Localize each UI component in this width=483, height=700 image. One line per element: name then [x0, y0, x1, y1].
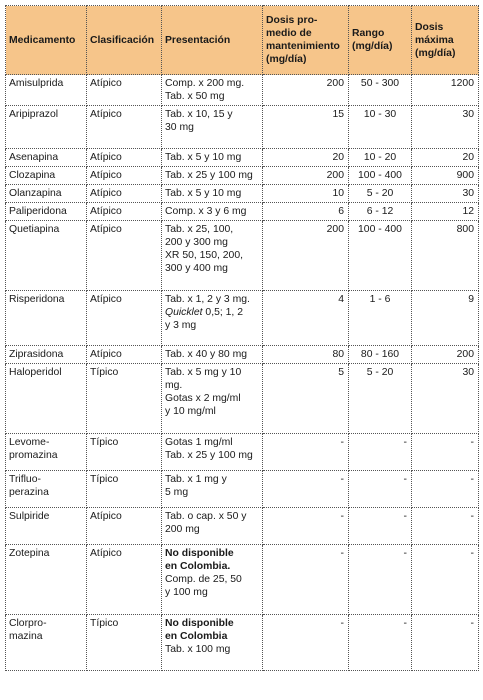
cell-dosis-promedio: - [263, 434, 349, 471]
cell-dosis-maxima: 800 [412, 221, 479, 291]
cell-medicamento: Aripiprazol [6, 106, 87, 149]
header-medicamento: Medicamento [6, 6, 87, 75]
cell-dosis-maxima: - [412, 434, 479, 471]
antipsychotics-table [5, 5, 479, 671]
cell-medicamento: Trifluo- perazina [6, 471, 87, 508]
cell-presentacion: Tab. x 40 y 80 mg [162, 346, 263, 364]
cell-dosis-maxima: 30 [412, 106, 479, 149]
cell-clasificacion: Típico [87, 364, 162, 434]
table-header-row [6, 6, 479, 75]
cell-dosis-promedio: 20 [263, 149, 349, 167]
cell-clasificacion: Atípico [87, 545, 162, 615]
cell-medicamento: Amisulprida [6, 75, 87, 106]
cell-presentacion: Tab. x 10, 15 y 30 mg [162, 106, 263, 149]
header-dosis-maxima: Dosis máxima (mg/día) [412, 6, 479, 75]
cell-dosis-promedio: - [263, 615, 349, 671]
table-row [6, 149, 479, 167]
table-row [6, 291, 479, 346]
cell-dosis-maxima: 1200 [412, 75, 479, 106]
cell-dosis-promedio: 4 [263, 291, 349, 346]
cell-dosis-maxima: 20 [412, 149, 479, 167]
cell-clasificacion: Atípico [87, 185, 162, 203]
header-clasificacion: Clasificación [87, 6, 162, 75]
cell-dosis-promedio: 15 [263, 106, 349, 149]
cell-rango: 10 - 30 [349, 106, 412, 149]
cell-clasificacion: Atípico [87, 291, 162, 346]
cell-rango: - [349, 434, 412, 471]
cell-medicamento: Clozapina [6, 167, 87, 185]
table-row [6, 471, 479, 508]
cell-clasificacion: Atípico [87, 346, 162, 364]
table-row [6, 346, 479, 364]
cell-presentacion: No disponible en Colombia Tab. x 100 mg [162, 615, 263, 671]
cell-clasificacion: Típico [87, 434, 162, 471]
table-row [6, 508, 479, 545]
cell-dosis-promedio: 80 [263, 346, 349, 364]
cell-dosis-promedio: 5 [263, 364, 349, 434]
cell-medicamento: Clorpro- mazina [6, 615, 87, 671]
cell-presentacion: Tab. x 5 y 10 mg [162, 149, 263, 167]
cell-medicamento: Risperidona [6, 291, 87, 346]
cell-medicamento: Sulpiride [6, 508, 87, 545]
cell-rango: 5 - 20 [349, 185, 412, 203]
cell-presentacion: Tab. o cap. x 50 y 200 mg [162, 508, 263, 545]
cell-dosis-maxima: - [412, 615, 479, 671]
table-row [6, 221, 479, 291]
cell-clasificacion: Atípico [87, 75, 162, 106]
cell-rango: - [349, 615, 412, 671]
cell-rango: 100 - 400 [349, 221, 412, 291]
cell-dosis-promedio: - [263, 508, 349, 545]
cell-clasificacion: Atípico [87, 106, 162, 149]
cell-presentacion: Tab. x 5 y 10 mg [162, 185, 263, 203]
cell-dosis-maxima: 12 [412, 203, 479, 221]
cell-dosis-maxima: 900 [412, 167, 479, 185]
cell-presentacion: Tab. x 1 mg y 5 mg [162, 471, 263, 508]
table-row [6, 545, 479, 615]
cell-medicamento: Levome- promazina [6, 434, 87, 471]
table-body [6, 75, 479, 671]
cell-presentacion: Comp. x 3 y 6 mg [162, 203, 263, 221]
cell-rango: 6 - 12 [349, 203, 412, 221]
table-row [6, 615, 479, 671]
cell-presentacion: No disponible en Colombia. Comp. de 25, 50 y 100 mg [162, 545, 263, 615]
cell-presentacion: Gotas 1 mg/ml Tab. x 25 y 100 mg [162, 434, 263, 471]
cell-medicamento: Asenapina [6, 149, 87, 167]
cell-rango: 10 - 20 [349, 149, 412, 167]
header-dosis-promedio: Dosis pro- medio de mantenimiento (mg/día) [263, 6, 349, 75]
cell-clasificacion: Típico [87, 615, 162, 671]
cell-dosis-promedio: 6 [263, 203, 349, 221]
cell-medicamento: Haloperidol [6, 364, 87, 434]
cell-rango: 100 - 400 [349, 167, 412, 185]
cell-clasificacion: Atípico [87, 167, 162, 185]
cell-rango: 80 - 160 [349, 346, 412, 364]
cell-dosis-maxima: - [412, 508, 479, 545]
cell-dosis-promedio: 200 [263, 167, 349, 185]
cell-rango: 50 - 300 [349, 75, 412, 106]
cell-dosis-maxima: 30 [412, 364, 479, 434]
cell-dosis-maxima: - [412, 545, 479, 615]
cell-presentacion: Tab. x 5 mg y 10 mg. Gotas x 2 mg/ml y 10 mg/ml [162, 364, 263, 434]
cell-dosis-maxima: 9 [412, 291, 479, 346]
cell-dosis-promedio: - [263, 545, 349, 615]
cell-clasificacion: Atípico [87, 221, 162, 291]
cell-dosis-promedio: 200 [263, 75, 349, 106]
header-presentacion: Presentación [162, 6, 263, 75]
table-row [6, 203, 479, 221]
table-row [6, 364, 479, 434]
cell-presentacion: Tab. x 1, 2 y 3 mg. Quicklet 0,5; 1, 2 y 3 mg [162, 291, 263, 346]
cell-dosis-maxima: - [412, 471, 479, 508]
cell-medicamento: Quetiapina [6, 221, 87, 291]
cell-clasificacion: Atípico [87, 149, 162, 167]
cell-presentacion: Comp. x 200 mg. Tab. x 50 mg [162, 75, 263, 106]
cell-dosis-maxima: 200 [412, 346, 479, 364]
table-row [6, 106, 479, 149]
cell-medicamento: Ziprasidona [6, 346, 87, 364]
cell-rango: - [349, 545, 412, 615]
cell-presentacion: Tab. x 25, 100, 200 y 300 mg XR 50, 150, 200, 300 y 400 mg [162, 221, 263, 291]
cell-dosis-promedio: 10 [263, 185, 349, 203]
cell-clasificacion: Atípico [87, 203, 162, 221]
cell-rango: 1 - 6 [349, 291, 412, 346]
cell-medicamento: Zotepina [6, 545, 87, 615]
cell-rango: 5 - 20 [349, 364, 412, 434]
table-row [6, 434, 479, 471]
table-row [6, 75, 479, 106]
cell-presentacion: Tab. x 25 y 100 mg [162, 167, 263, 185]
cell-rango: - [349, 471, 412, 508]
cell-medicamento: Paliperidona [6, 203, 87, 221]
cell-dosis-promedio: 200 [263, 221, 349, 291]
cell-dosis-maxima: 30 [412, 185, 479, 203]
cell-medicamento: Olanzapina [6, 185, 87, 203]
cell-clasificacion: Típico [87, 471, 162, 508]
table-row [6, 167, 479, 185]
cell-clasificacion: Atípico [87, 508, 162, 545]
cell-dosis-promedio: - [263, 471, 349, 508]
cell-rango: - [349, 508, 412, 545]
table-row [6, 185, 479, 203]
header-rango: Rango (mg/día) [349, 6, 412, 75]
